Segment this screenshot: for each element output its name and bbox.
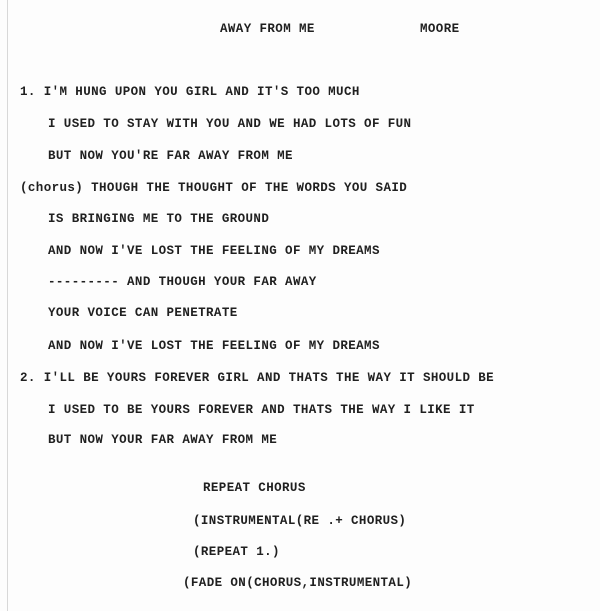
lyric-line: I USED TO BE YOURS FOREVER AND THATS THE WAY I LIKE IT [48, 403, 475, 417]
lyric-line: BUT NOW YOUR FAR AWAY FROM ME [48, 433, 278, 447]
song-author: MOORE [420, 22, 460, 36]
lyric-line-chorus-start: (chorus) THOUGH THE THOUGHT OF THE WORDS YOU SAID [20, 181, 408, 195]
lyric-line-verse-1-start: 1. I'M HUNG UPON YOU GIRL AND IT'S TOO MUCH [20, 85, 360, 99]
song-title: AWAY FROM ME [220, 22, 315, 36]
lyric-line: BUT NOW YOU'RE FAR AWAY FROM ME [48, 149, 293, 163]
lyric-line: IS BRINGING ME TO THE GROUND [48, 212, 270, 226]
instruction-line: (FADE ON(CHORUS,INSTRUMENTAL) [183, 576, 413, 590]
instruction-line: (REPEAT 1.) [193, 545, 280, 559]
instruction-line: REPEAT CHORUS [203, 481, 306, 495]
lyric-line: AND NOW I'VE LOST THE FEELING OF MY DREAMS [48, 339, 380, 353]
page-edge-line [7, 0, 8, 611]
lyric-line: I USED TO STAY WITH YOU AND WE HAD LOTS OF FUN [48, 117, 412, 131]
lyric-line: YOUR VOICE CAN PENETRATE [48, 306, 238, 320]
lyric-line-verse-2-start: 2. I'LL BE YOURS FOREVER GIRL AND THATS THE WAY IT SHOULD BE [20, 371, 495, 385]
lyric-line: --------- AND THOUGH YOUR FAR AWAY [48, 275, 317, 289]
instruction-line: (INSTRUMENTAL(RE .+ CHORUS) [193, 514, 407, 528]
lyric-line: AND NOW I'VE LOST THE FEELING OF MY DREAMS [48, 244, 380, 258]
